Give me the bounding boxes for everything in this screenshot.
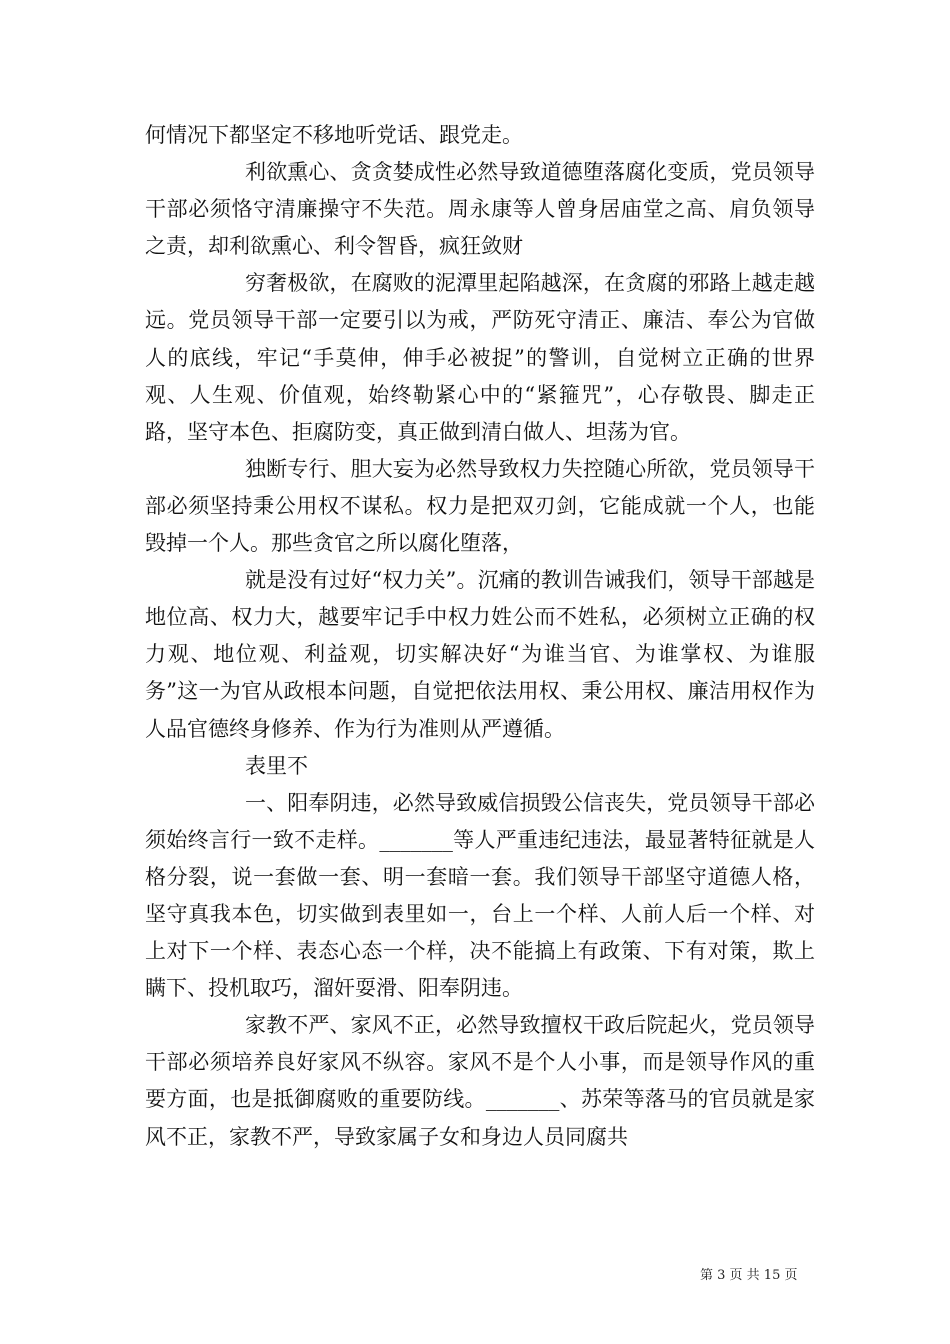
- paragraph-2: 利欲熏心、贪贪婪成性必然导致道德堕落腐化变质，党员领导干部必须恪守清廉操守不失范。周永康等人曾身居庙堂之高、肩负领导之责，却利欲熏心、利令智昏，疯狂敛财: [145, 160, 815, 259]
- paragraph-3: 穷奢极欲，在腐败的泥潭里起陷越深，在贪腐的邪路上越走越远。党员领导干部一定要引以为戒，严防死守清正、廉洁、奉公为官做人的底线，牢记“手莫伸，伸手必被捉”的警训，自觉树立正确的世界观、人生观、价值观，始终勒紧心中的“紧箍咒”，心存敬畏、脚走正路，坚守本色、拒腐防变，真正做到清白做人、坦荡为官。: [145, 271, 815, 444]
- paragraph-7: 一、阳奉阴违，必然导致威信损毁公信丧失，党员领导干部必须始终言行一致不走样。_______等人严重违纪违法，最显著特征就是人格分裂，说一套做一套、明一套暗一套。我们领导干部坚守道德人格，坚守真我本色，切实做到表里如一，台上一个样、人前人后一个样、对上对下一个样、表态心态一个样，决不能搞上有政策、下有对策，欺上瞒下、投机取巧，溜奸耍滑、阳奉阴违。: [145, 790, 815, 1001]
- paragraph-8: 家教不严、家风不正，必然导致擅权干政后院起火，党员领导干部必须培养良好家风不纵容。家风不是个人小事，而是领导作风的重要方面，也是抵御腐败的重要防线。_______、苏荣等落马的官员就是家风不正，家教不严，导致家属子女和身边人员同腐共: [145, 1013, 815, 1149]
- page-number-footer: 第 3 页 共 15 页: [700, 1268, 798, 1283]
- paragraph-5: 就是没有过好“权力关”。沉痛的教训告诫我们，领导干部越是地位高、权力大，越要牢记手中权力姓公而不姓私，必须树立正确的权力观、地位观、利益观，切实解决好“为谁当官、为谁掌权、为谁服务”这一为官从政根本问题，自觉把依法用权、秉公用权、廉洁用权作为人品官德终身修养、作为行为准则从严遵循。: [145, 568, 815, 741]
- paragraph-4: 独断专行、胆大妄为必然导致权力失控随心所欲，党员领导干部必须坚持秉公用权不谋私。权力是把双刃剑，它能成就一个人，也能毁掉一个人。那些贪官之所以腐化堕落，: [145, 456, 815, 556]
- paragraph-6: 表里不: [245, 753, 308, 778]
- paragraph-1: 何情况下都坚定不移地听党话、跟党走。: [145, 123, 523, 147]
- document-body: [145, 117, 815, 1156]
